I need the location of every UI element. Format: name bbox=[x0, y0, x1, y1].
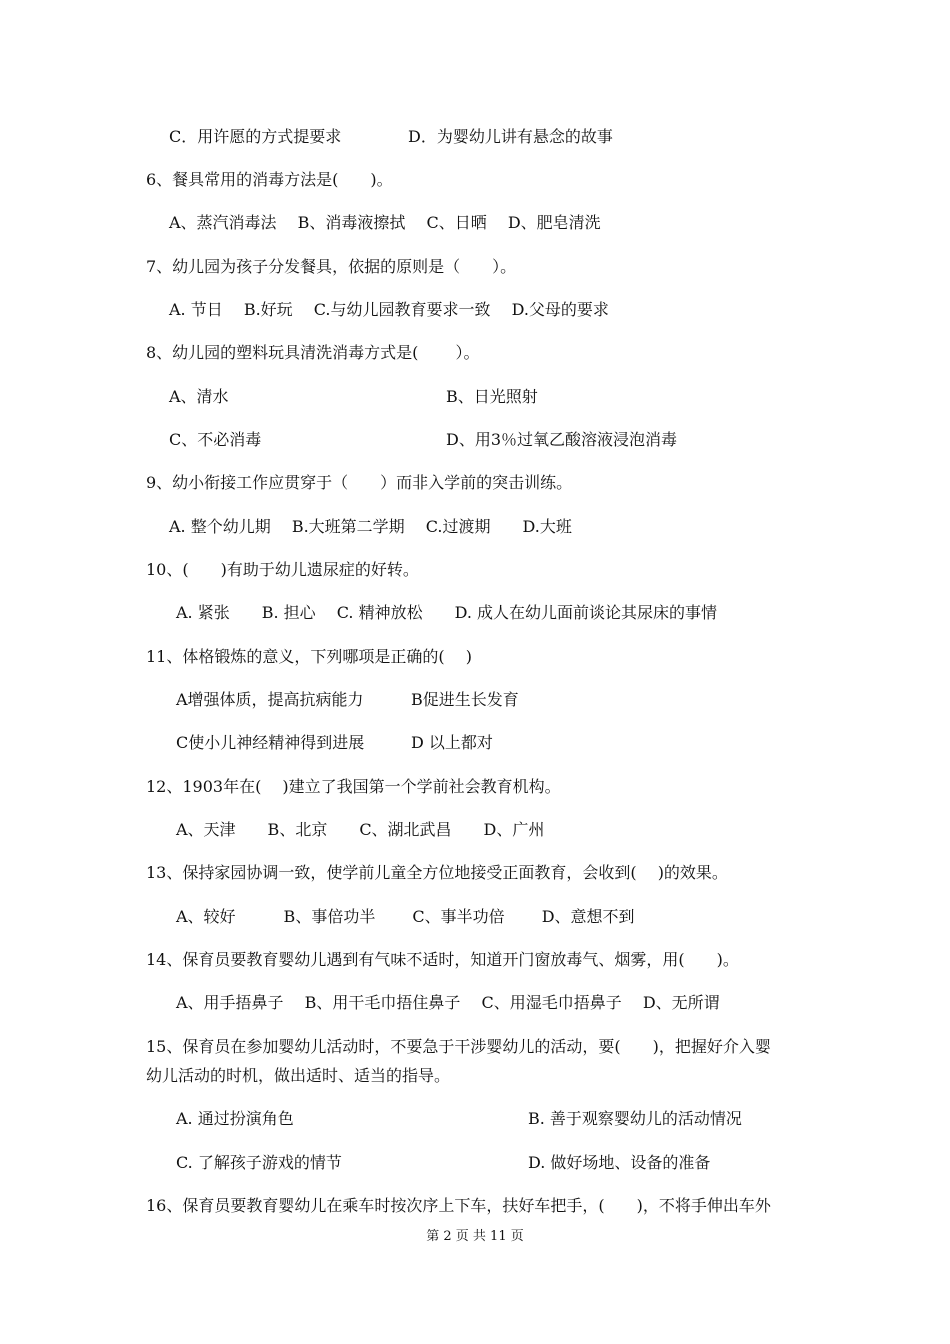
q11-stem: 11、体格锻炼的意义，下列哪项是正确的( ) bbox=[146, 647, 472, 666]
q11-option-b: B促进生长发育 bbox=[411, 690, 519, 709]
q15-option-c: C. 了解孩子游戏的情节 bbox=[176, 1153, 342, 1172]
q7-options: A. 节日 B.好玩 C.与幼儿园教育要求一致 D.父母的要求 bbox=[169, 300, 609, 319]
q14-stem: 14、保育员要教育婴幼儿遇到有气味不适时，知道开门窗放毒气、烟雾，用( )。 bbox=[146, 950, 739, 969]
q15-option-b: B. 善于观察婴幼儿的活动情况 bbox=[528, 1109, 742, 1128]
q8-option-a: A、清水 bbox=[169, 387, 229, 406]
q8-stem: 8、幼儿园的塑料玩具清洗消毒方式是( ）。 bbox=[146, 343, 480, 362]
q15-option-a: A. 通过扮演角色 bbox=[176, 1109, 294, 1128]
q10-stem: 10、( )有助于幼儿遗尿症的好转。 bbox=[146, 560, 419, 579]
q11-option-c: C使小儿神经精神得到进展 bbox=[176, 733, 365, 752]
q9-stem: 9、幼小衔接工作应贯穿于（ ）而非入学前的突击训练。 bbox=[146, 473, 573, 492]
q7-stem: 7、幼儿园为孩子分发餐具，依据的原则是（ ）。 bbox=[146, 257, 517, 276]
q13-options: A、较好 B、事倍功半 C、事半功倍 D、意想不到 bbox=[176, 907, 635, 926]
q6-options: A、蒸汽消毒法 B、消毒液擦拭 C、日晒 D、肥皂清洗 bbox=[169, 213, 601, 232]
q16-stem: 16、保育员要教育婴幼儿在乘车时按次序上下车，扶好车把手，( )，不将手伸出车外 bbox=[146, 1196, 771, 1215]
q10-options: A. 紧张 B. 担心 C. 精神放松 D. 成人在幼儿面前谈论其尿床的事情 bbox=[176, 603, 718, 622]
q11-option-d: D 以上都对 bbox=[411, 733, 493, 752]
q14-options: A、用手捂鼻子 B、用干毛巾捂住鼻子 C、用湿毛巾捂鼻子 D、无所谓 bbox=[176, 993, 720, 1012]
q13-stem: 13、保持家园协调一致，使学前儿童全方位地接受正面教育，会收到( )的效果。 bbox=[146, 863, 728, 882]
q9-options: A. 整个幼儿期 B.大班第二学期 C.过渡期 D.大班 bbox=[169, 517, 572, 536]
q15-stem: 15、保育员在参加婴幼儿活动时，不要急于干涉婴幼儿的活动，要( )，把握好介入婴 bbox=[146, 1037, 771, 1056]
q8-option-d: D、用3％过氧乙酸溶液浸泡消毒 bbox=[446, 430, 678, 449]
q8-option-b: B、日光照射 bbox=[446, 387, 538, 406]
q15-stem-continued: 幼儿活动的时机，做出适时、适当的指导。 bbox=[146, 1066, 451, 1085]
q12-stem: 12、1903年在( )建立了我国第一个学前社会教育机构。 bbox=[146, 777, 561, 796]
q8-option-c: C、不必消毒 bbox=[169, 430, 262, 449]
page-footer: 第 2 页 共 11 页 bbox=[426, 1229, 524, 1244]
q6-stem: 6、餐具常用的消毒方法是( )。 bbox=[146, 170, 393, 189]
q12-options: A、天津 B、北京 C、湖北武昌 D、广州 bbox=[176, 820, 545, 839]
q5-option-d: D．为婴幼儿讲有悬念的故事 bbox=[408, 127, 613, 146]
q15-option-d: D. 做好场地、设备的准备 bbox=[528, 1153, 711, 1172]
q5-option-c: C．用许愿的方式提要求 bbox=[169, 127, 342, 146]
q11-option-a: A增强体质，提高抗病能力 bbox=[176, 690, 364, 709]
